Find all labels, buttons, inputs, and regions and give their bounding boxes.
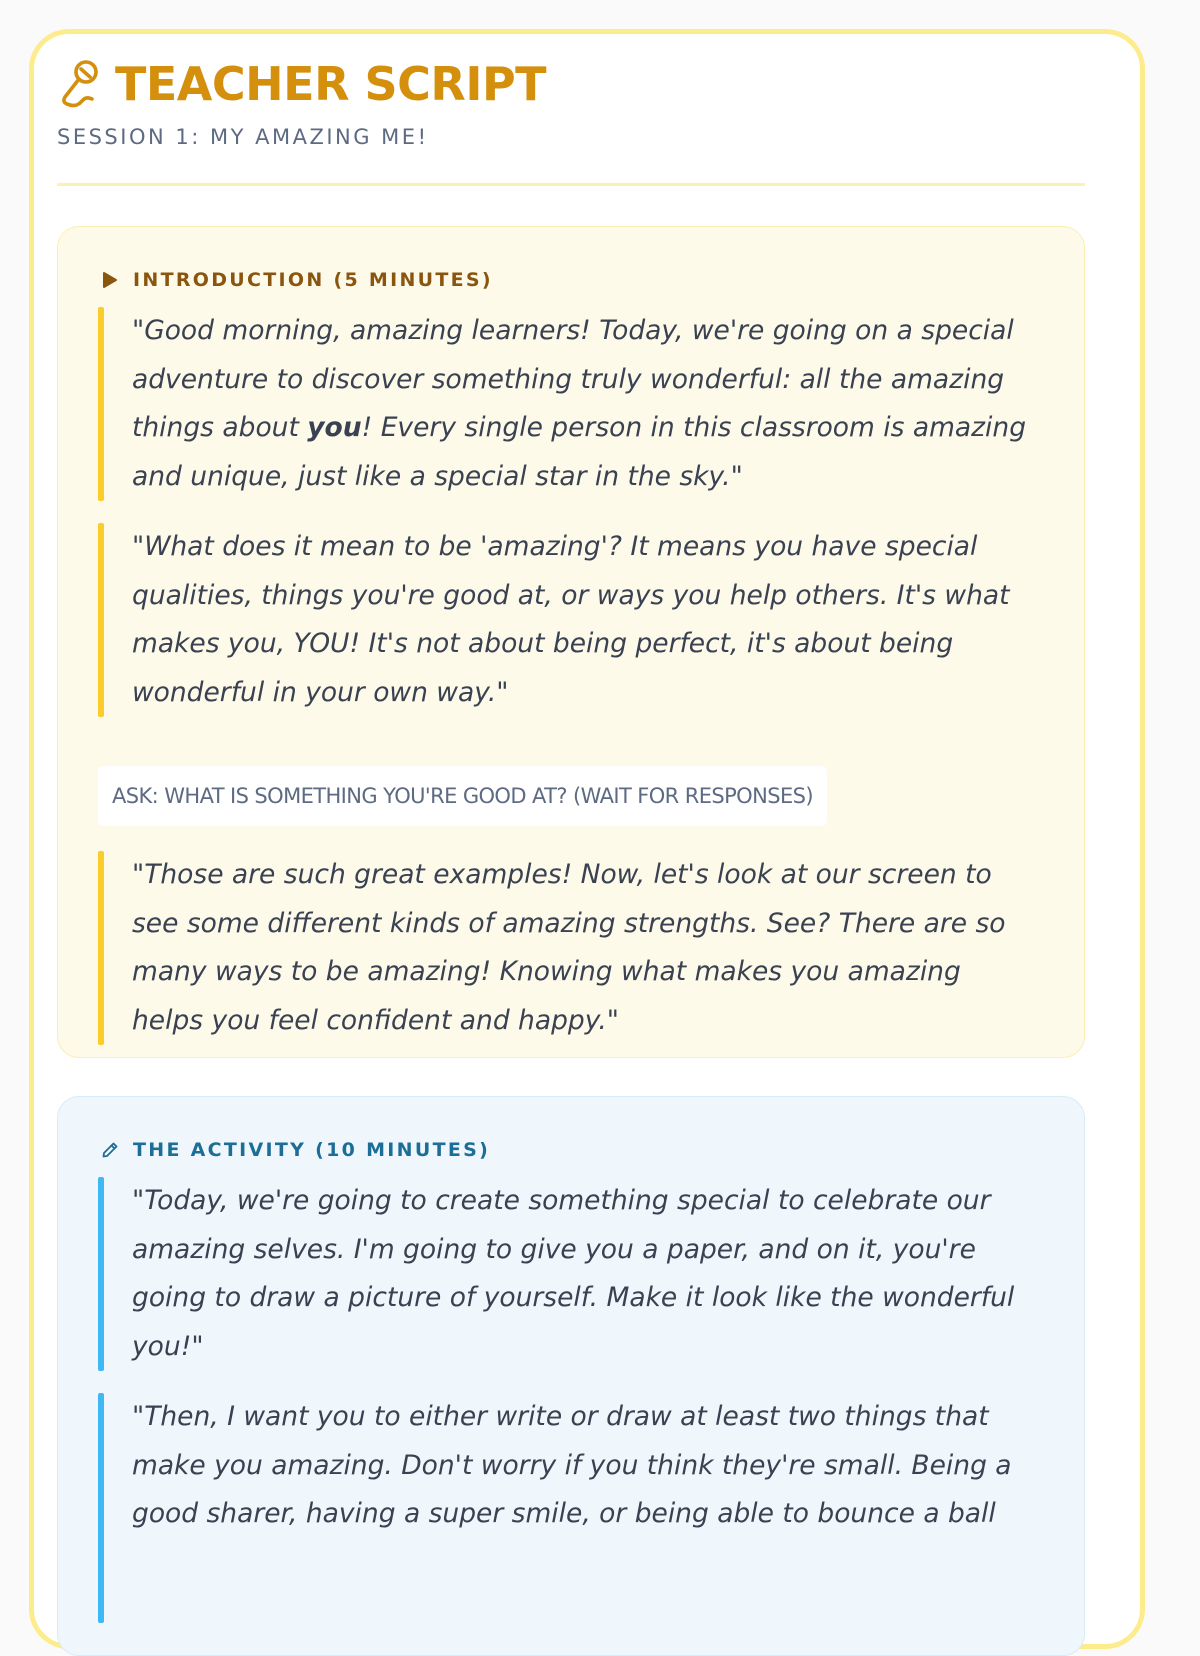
script-quote [98,307,1028,501]
activity-section [57,1096,1085,1656]
section-heading [101,269,493,291]
section-heading-label: INTRODUCTION (5 MINUTES) [133,269,493,291]
script-quote: "What does it mean to be 'amazing'? It means you have special qualities, things you're good at, or ways you help others. It's what makes you, YOU! It's not about being perfect, it's about being wonderful in your own way." [98,523,1028,717]
quote-text: "Good morning, amazing learners! Today, we're going on a special adventure to discover something truly wonderful: all the amazing things about [132,315,1014,443]
section-heading [101,1139,490,1161]
microphone-icon [57,58,101,110]
page-title: TEACHER SCRIPT [115,57,547,111]
quote-text: ! Every single person in this classroom is amazing and unique, just like a special star in the sky." [132,412,1027,492]
script-quote: "Today, we're going to create something special to celebrate our amazing selves. I'm going to give you a paper, and on it, you're going to draw a picture of yourself. Make it look like the wonderful you!" [98,1177,1028,1371]
play-icon [101,271,119,289]
header-divider [57,183,1085,186]
pencil-icon [101,1141,119,1159]
script-quote: "Then, I want you to either write or draw at least two things that make you amazing. Don't worry if you think they're small. Being a good sharer, having a super smile, or being able to bounce a ball [98,1393,1028,1623]
quote-emphasis: you [307,412,362,443]
script-quote: "Those are such great examples! Now, let's look at our screen to see some different kinds of amazing strengths. See? There are so many ways to be amazing! Knowing what makes you amazing helps you feel confident and happy." [98,851,1028,1045]
introduction-section [57,226,1085,1058]
section-heading-label: THE ACTIVITY (10 MINUTES) [133,1139,491,1161]
header [57,55,1089,149]
ask-prompt: ASK: WHAT IS SOMETHING YOU'RE GOOD AT? (WAIT FOR RESPONSES) [98,766,827,826]
session-subtitle: SESSION 1: MY AMAZING ME! [57,125,429,149]
title-row [57,55,1089,113]
